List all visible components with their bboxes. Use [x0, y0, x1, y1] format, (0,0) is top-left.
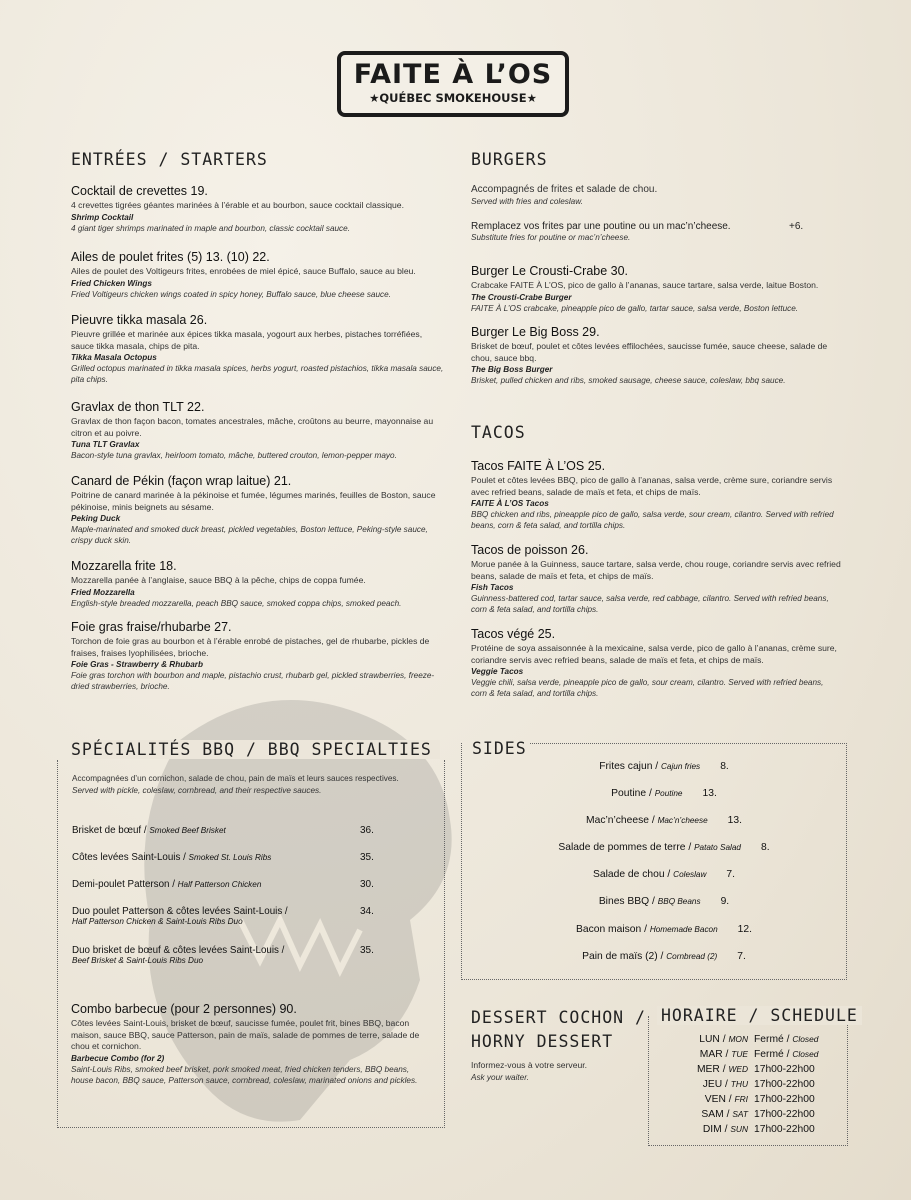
dessert-title-line1: DESSERT COCHON /	[471, 1008, 646, 1027]
time: Fermé /	[754, 1049, 793, 1060]
side-name: Pain de maïs (2) /	[582, 951, 667, 962]
day-en: THU	[730, 1079, 748, 1089]
side-name: Frites cajun /	[599, 761, 662, 772]
item-name: Canard de Pékin (façon wrap laitue) 21.	[71, 474, 292, 488]
day-fr: VEN /	[704, 1094, 735, 1105]
dessert-info	[471, 1060, 631, 1083]
side-name: Bines BBQ /	[598, 896, 658, 907]
taco-item	[471, 543, 841, 615]
item-en-desc: Foie gras torchon with bourbon and maple, pistachio crust, rhubarb gel, pickled strawberries, freeze-dried strawberries, brioche.	[71, 671, 435, 691]
dessert-title	[471, 1006, 646, 1054]
taco-item	[471, 459, 841, 531]
bbq-item	[72, 879, 402, 890]
burgers-intro	[471, 184, 841, 207]
side-item	[474, 924, 854, 935]
schedule-row	[660, 1064, 850, 1075]
bbq-item-name: Duo brisket de bœuf & côtes levées Saint-Louis /	[72, 945, 285, 956]
bbq-item-name: Duo poulet Patterson & côtes levées Saint-Louis /	[72, 906, 288, 917]
item-en-title: Shrimp Cocktail	[71, 212, 134, 222]
bbq-item-price: 34.	[360, 906, 374, 917]
item-name: Gravlax de thon TLT 22.	[71, 400, 205, 414]
schedule-row	[660, 1079, 850, 1090]
combo-desc: Côtes levées Saint-Louis, brisket de bœuf, saucisse fumée, poulet frit, bines BBQ, bacon maison, sauce BBQ, sauce Patterson, pain de maïs, salade de pommes de terre, salade de chou et cornichon.	[71, 1018, 420, 1051]
bbq-item	[72, 852, 402, 863]
bbq-item-price: 35.	[360, 945, 374, 956]
day-fr: MAR /	[699, 1049, 732, 1060]
item-en-desc: Maple-marinated and smoked duck breast, pickled vegetables, Boston lettuce, Peking-style sauce, crispy duck skin.	[71, 525, 428, 545]
item-desc: Torchon de foie gras au bourbon et à l’érable enrobé de pistaches, gel de rhubarbe, pickles de fraises, fraises lyophilisées, brioche.	[71, 636, 430, 658]
item-en-desc: Fried Voltigeurs chicken wings coated in spicy honey, Buffalo sauce, blue cheese sauce.	[71, 289, 391, 299]
starters-title: ENTRÉES / STARTERS	[71, 150, 268, 169]
time: 17h00-22h00	[754, 1079, 815, 1090]
item-name: Tacos végé 25.	[471, 627, 556, 641]
side-item	[474, 815, 854, 826]
logo-title: FAITE À L’OS	[353, 59, 553, 90]
side-item	[474, 788, 854, 799]
item-name: Pieuvre tikka masala 26.	[71, 313, 208, 327]
day-fr: MER /	[696, 1064, 729, 1075]
item-en-title: Fried Mozzarella	[71, 587, 135, 597]
substitute-text: Remplacez vos frites par une poutine ou un mac’n’cheese.	[471, 221, 731, 232]
item-en-title: Fried Chicken Wings	[71, 278, 152, 288]
bbq-intro-en: Served with pickle, coleslaw, cornbread, and their respective sauces.	[72, 785, 322, 795]
side-en: Coleslaw	[673, 870, 707, 879]
item-name: Burger Le Crousti-Crabe 30.	[471, 264, 629, 278]
item-desc: Morue panée à la Guinness, sauce tartare, salsa verde, chou rouge, coriandre servis avec refried beans, salade de maïs et feta, et chips de maïs.	[471, 559, 841, 581]
dessert-title-line2: HORNY DESSERT	[471, 1032, 614, 1051]
item-en-desc: Grilled octopus marinated in tikka masala spices, herbs yogurt, roasted pistachios, tikka masala sauce, pita chips.	[71, 364, 444, 384]
time: 17h00-22h00	[754, 1094, 815, 1105]
side-name: Salade de pommes de terre /	[558, 842, 695, 853]
side-price: 12.	[737, 924, 752, 935]
bbq-intro	[72, 773, 432, 796]
burgers-intro-fr: Accompagnés de frites et salade de chou.	[471, 184, 658, 195]
starter-item	[71, 400, 446, 461]
side-item	[474, 842, 854, 853]
item-desc: Brisket de bœuf, poulet et côtes levées effilochées, saucisse fumée, sauce cheese, salade de chou, sauce bbq.	[471, 341, 828, 363]
schedule-row	[660, 1094, 850, 1105]
item-en-title: The Big Boss Burger	[471, 365, 553, 374]
item-desc: Poitrine de canard marinée à la pékinoise et fumée, légumes marinés, feuilles de Boston, sauce pékinoise, minis beignets au sésame.	[71, 490, 436, 512]
item-name: Tacos FAITE À L’OS 25.	[471, 459, 606, 473]
side-en: BBQ Beans	[657, 897, 701, 906]
starter-item	[71, 559, 446, 609]
time: 17h00-22h00	[754, 1064, 815, 1075]
item-en-title: Tikka Masala Octopus	[71, 353, 157, 362]
side-en: Patato Salad	[694, 843, 741, 852]
item-desc: Crabcake FAITE À L’OS, pico de gallo à l’ananas, sauce tartare, salsa verde, laitue Boston.	[471, 280, 819, 290]
burgers-title: BURGERS	[471, 150, 548, 169]
burger-item	[471, 325, 841, 386]
bbq-item-price: 36.	[360, 825, 374, 836]
day-en: MON	[728, 1034, 748, 1044]
item-desc: Gravlax de thon façon bacon, tomates ancestrales, mâche, croûtons au beurre, mayonnaise au citron et au poivre.	[71, 416, 434, 438]
substitute-price: +6.	[789, 221, 804, 232]
bbq-item-en: Half Patterson Chicken	[177, 880, 262, 889]
item-desc: Ailes de poulet des Voltigeurs frites, enrobées de miel épicé, sauce Buffalo, sauce au bleu.	[71, 266, 416, 276]
dessert-en: Ask your waiter.	[471, 1072, 529, 1082]
side-price: 8.	[760, 842, 770, 853]
day-fr: LUN /	[699, 1034, 729, 1045]
item-desc: Protéine de soya assaisonnée à la mexicaine, salsa verde, pico de gallo à l’ananas, crème sure, coriandre servis avec refried beans, salade de maïs et feta, et chips de maïs.	[471, 643, 837, 665]
schedule-title: HORAIRE / SCHEDULE	[657, 1006, 862, 1025]
schedule-row	[660, 1049, 850, 1060]
side-item	[474, 951, 854, 962]
day-en: FRI	[734, 1094, 748, 1104]
tacos-title: TACOS	[471, 423, 526, 442]
side-name: Mac’n’cheese /	[586, 815, 658, 826]
day-fr: SAM /	[701, 1109, 733, 1120]
sides-box-top	[530, 743, 847, 744]
restaurant-logo	[337, 51, 569, 117]
side-name: Poutine /	[611, 788, 655, 799]
item-en-desc: Brisket, pulled chicken and ribs, smoked sausage, cheese sauce, coleslaw, bbq sauce.	[471, 376, 786, 385]
side-price: 7.	[726, 869, 735, 880]
sides-title: SIDES	[472, 739, 527, 758]
item-desc: Pieuvre grillée et marinée aux épices tikka masala, yogourt aux herbes, pistaches torréfiées, sauce tikka masala, chips de pita.	[71, 329, 423, 351]
time-en: Closed	[792, 1049, 819, 1059]
bbq-item-price: 30.	[360, 879, 374, 890]
side-item	[474, 869, 854, 880]
side-en: Cajun fries	[661, 762, 701, 771]
bbq-title: SPÉCIALITÉS BBQ / BBQ SPECIALTIES	[71, 740, 440, 759]
item-en-title: The Crousti-Crabe Burger	[471, 292, 572, 302]
bbq-item-name: Côtes levées Saint-Louis /	[72, 852, 189, 863]
item-name: Burger Le Big Boss 29.	[471, 325, 600, 339]
combo-en-desc: Saint-Louis Ribs, smoked beef brisket, pork smoked meat, fried chicken tenders, BBQ beans, house bacon, BBQ sauce, Patterson sauce, cornbread, coleslaw, marinated onions and pickles.	[71, 1064, 418, 1085]
schedule-row	[660, 1124, 850, 1135]
item-en-desc: Guinness-battered cod, tartar sauce, salsa verde, red cabbage, cilantro. Served with refried beans, corn & feta salad, and tortilla chips.	[471, 594, 829, 614]
bbq-item-en: Beef Brisket & Saint-Louis Ribs Duo	[72, 956, 204, 965]
day-fr: DIM /	[702, 1124, 731, 1135]
starter-item	[71, 474, 446, 546]
side-price: 9.	[720, 896, 730, 907]
item-en-title: Tuna TLT Gravlax	[71, 440, 140, 449]
sides-box	[461, 743, 847, 980]
bbq-combo	[71, 1002, 426, 1086]
bbq-item	[72, 945, 402, 965]
item-en-desc: English-style breaded mozzarella, peach BBQ sauce, smoked coppa chips, smoked peach.	[71, 598, 402, 608]
bbq-item-en: Half Patterson Chicken & Saint-Louis Ribs Duo	[72, 917, 243, 926]
side-price: 7.	[737, 951, 746, 962]
day-fr: JEU /	[702, 1079, 731, 1090]
time: Fermé /	[754, 1034, 793, 1045]
starter-item	[71, 313, 446, 385]
side-en: Cornbread (2)	[666, 952, 718, 961]
item-name: Mozzarella frite 18.	[71, 559, 177, 573]
item-en-desc: FAITE À L’OS crabcake, pineapple pico de gallo, tartar sauce, salsa verde, Boston lettuce.	[471, 303, 799, 313]
time: 17h00-22h00	[754, 1109, 815, 1120]
burgers-intro-en: Served with fries and coleslaw.	[471, 196, 583, 206]
item-name: Cocktail de crevettes 19.	[71, 184, 208, 198]
side-item	[474, 761, 854, 772]
side-en: Homemade Bacon	[649, 925, 718, 934]
side-price: 8.	[720, 761, 729, 772]
item-en-title: FAITE À L’OS Tacos	[471, 499, 549, 508]
item-en-desc: Veggie chili, salsa verde, pineapple pico de gallo, sour cream, cilantro. Served with refried beans, corn & feta salad, and tortilla chips.	[471, 678, 824, 698]
taco-item	[471, 627, 841, 699]
item-name: Foie gras fraise/rhubarbe 27.	[71, 620, 232, 634]
bbq-intro-fr: Accompagnées d’un cornichon, salade de chou, pain de maïs et leurs sauces respectives.	[72, 774, 399, 783]
side-price: 13.	[727, 815, 742, 826]
side-name: Bacon maison /	[575, 924, 650, 935]
schedule-row	[660, 1109, 850, 1120]
side-item	[474, 896, 854, 907]
item-en-title: Peking Duck	[71, 514, 121, 523]
bbq-item-name: Demi-poulet Patterson /	[72, 879, 178, 890]
schedule-row	[660, 1034, 850, 1045]
burgers-substitute	[471, 221, 841, 243]
starter-item	[71, 620, 446, 692]
burger-item	[471, 264, 841, 314]
item-en-title: Veggie Tacos	[471, 667, 524, 676]
item-desc: Poulet et côtes levées BBQ, pico de gallo à l’ananas, salsa verde, crème sure, coriandre servis avec refried beans, salade de maïs et feta, et chips de maïs.	[471, 475, 833, 497]
side-en: Mac’n’cheese	[657, 816, 708, 825]
time-en: Closed	[792, 1034, 819, 1044]
item-en-title: Foie Gras - Strawberry & Rhubarb	[71, 660, 203, 669]
bbq-item	[72, 906, 402, 926]
combo-name: Combo barbecue (pour 2 personnes) 90.	[71, 1002, 297, 1016]
item-en-title: Fish Tacos	[471, 583, 514, 592]
item-en-desc: 4 giant tiger shrimps marinated in maple and bourbon, classic cocktail sauce.	[71, 223, 350, 233]
bbq-item-price: 35.	[360, 852, 374, 863]
bbq-item-name: Brisket de bœuf /	[72, 825, 150, 836]
item-name: Tacos de poisson 26.	[471, 543, 589, 557]
combo-en-title: Barbecue Combo (for 2)	[71, 1053, 165, 1063]
starter-item	[71, 184, 446, 234]
item-en-desc: BBQ chicken and ribs, pineapple pico de gallo, salsa verde, sour cream, cilantro. Served with refried beans, corn & feta salad, and tortilla chips.	[471, 510, 834, 530]
day-en: WED	[728, 1064, 748, 1074]
bbq-item-en: Smoked St. Louis Ribs	[188, 853, 272, 862]
dessert-desc: Informez-vous à votre serveur.	[471, 1060, 588, 1070]
logo-subtitle: ★QUÉBEC SMOKEHOUSE★	[369, 91, 537, 105]
substitute-en: Substitute fries for poutine or mac’n’cheese.	[471, 233, 631, 242]
day-en: TUE	[731, 1049, 748, 1059]
item-desc: Mozzarella panée à l’anglaise, sauce BBQ à la pêche, chips de coppa fumée.	[71, 575, 366, 585]
day-en: SAT	[732, 1109, 748, 1119]
side-name: Salade de chou /	[593, 869, 674, 880]
bbq-item-en: Smoked Beef Brisket	[149, 826, 226, 835]
side-price: 13.	[702, 788, 717, 799]
time: 17h00-22h00	[754, 1124, 815, 1135]
side-en: Poutine	[654, 789, 683, 798]
item-desc: 4 crevettes tigrées géantes marinées à l’érable et au bourbon, sauce cocktail classique.	[71, 200, 404, 210]
day-en: SUN	[730, 1124, 748, 1134]
item-name: Ailes de poulet frites (5) 13. (10) 22.	[71, 250, 270, 264]
item-en-desc: Bacon-style tuna gravlax, heirloom tomato, mâche, buttered crouton, lemon-pepper mayo.	[71, 451, 397, 460]
bbq-item	[72, 825, 402, 836]
starter-item	[71, 250, 446, 300]
